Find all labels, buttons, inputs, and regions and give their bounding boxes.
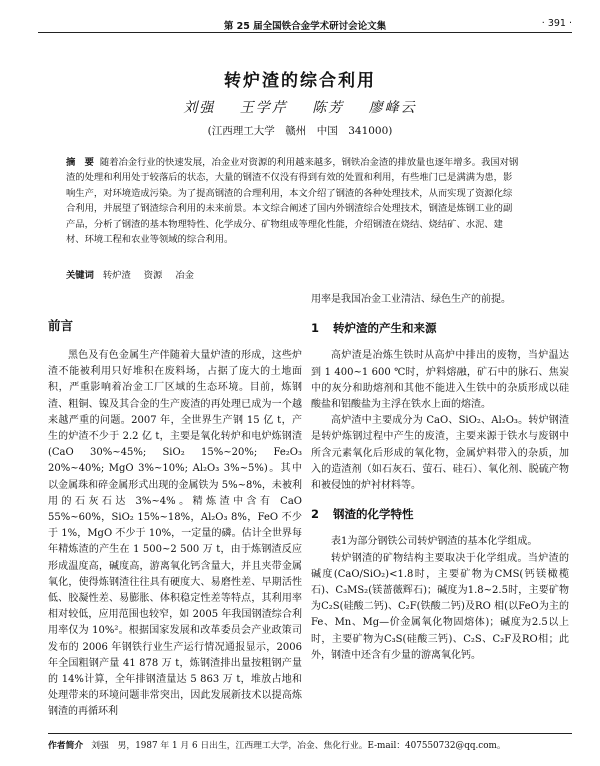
keywords xyxy=(66,267,520,281)
body-paragraph-continuation: 用率是我国冶金工业清洁、绿色生产的前提。 xyxy=(311,294,511,305)
running-header-title: 第 25 届全国铁合金学术研讨会论文集 xyxy=(223,21,387,32)
section-number: 2 xyxy=(311,507,320,522)
body-paragraph: 表1为部分钢铁公司转炉钢渣的基本化学组成。 xyxy=(331,536,538,548)
abstract-label: 摘 要 xyxy=(66,157,94,168)
section-title: 钢渣的化学特性 xyxy=(333,507,414,522)
section-number: 1 xyxy=(311,321,320,336)
body-paragraph: 黑色及有色金属生产伴随着大量炉渣的形成，这些炉渣不能被利用只好堆积在废料场，占据了庞大的土地面积，严重影响着冶金工厂区域的生态环境。目前，炼钢渣、粗铜、镍及其合金的生产废渣的再处理已成为一个越来越严重的问题。2007 年，全世界生产钢 15 亿 t，产生的炉渣不少于 2.2 亿 t，主要是氧化转炉和电炉炼钢渣(CaO 30%~45%; SiO₂ 15%~20%; Fe₂O₃ 20%~40%; MgO 3%~10%; Al₂O₃ 3%~5%)。其中以金属珠和碎金属形式出现的金属铁为 5%~8%，未被利用的石灰石达 3%~4%。精炼渣中含有 CaO 55%~60%，SiO₂ 15%~18%，Al₂O₃ 8%，FeO 不少于 1%，MgO 不少于 10%，一定量的磷。估计全世界每年精炼渣的产生在 1 500~2 500 万 t，由于炼钢渣反应形成温度高，碱度高，游离氧化钙含量大，并且夹带金属氧化，使得炼钢渣往往具有硬度大、易磨性差、早期活性低、胶凝性差、易膨胀、体积稳定性差等特点，其利用率相对较低，应用范围也较窄，如 2005 年我国钢渣综合利用率仅为 10%²。根据国家发展和改革委员会产业政策司发布的 2006 年钢铁行业生产运行情况通报显示，2006 年全国粗钢产量 41 878 万 t，炼钢渣排出量按粗钢产量的 14%计算，全年排钢渣量达 5 863 万 t，堆放占地和处理带来的环境问题非常突出，因此发展新技术以提高炼钢渣的再循环利 xyxy=(48,350,302,718)
affiliation: (江西理工大学 赣州 中国 341000) xyxy=(207,125,393,137)
keyword: 资源 xyxy=(143,270,163,281)
author-name: 刘强 xyxy=(183,100,216,116)
section-title: 转炉渣的产生和来源 xyxy=(333,321,437,336)
footer-text: 刘强 男，1987 年 1 月 6 日出生，江西理工大学，冶金、焦化行业。E-mail：407550732@qq.com。 xyxy=(91,741,506,751)
body-paragraph: 高炉渣中主要成分为 CaO、SiO₂、Al₂O₃。转炉钢渣是转炉炼钢过程中产生的废渣，主要来源于铁水与废钢中所含元素氧化后形成的氧化物，金属炉料带入的杂质，加入的造渣剂（如石灰石、萤石、硅石）、氧化剂、脱硫产物和被侵蚀的炉衬材料等。 xyxy=(311,415,569,492)
author-name: 王学芹 xyxy=(239,100,288,116)
keyword: 冶金 xyxy=(175,270,194,281)
author-name: 廖峰云 xyxy=(368,100,417,116)
footer-label: 作者简介 xyxy=(48,741,84,751)
body-paragraph: 高炉渣是冶炼生铁时从高炉中排出的废物，当炉温达到 1 400~1 600 ℃时，炉料熔融，矿石中的脉石、焦炭中的灰分和助熔剂和其他不能进入生铁中的杂质形成以硅酸盐和铝酸盐为主浮在铁水上面的熔渣。 xyxy=(311,350,569,411)
section-heading-1 xyxy=(311,320,569,336)
author-name: 陈芳 xyxy=(312,100,345,116)
body-paragraph: 转炉钢渣的矿物结构主要取决于化学组成。当炉渣的碱度(CaO/SiO₂)<1.8时，主要矿物为CMS(钙镁橄榄石)、C₃MS₂(镁蔷薇辉石)；碱度为1.8~2.5时，主要矿物为C₂S(硅酸二钙)、C₂F(铁酸二钙)及RO 相(以FeO为主的Fe、Mn、Mg—价金属氧化物固熔体)；碱度为2.5以上时，主要矿物为C₃S(硅酸三钙)、C₂S、C₂F及RO相；此外，钢渣中还含有少量的游离氧化钙。 xyxy=(311,552,569,661)
author-note-footer xyxy=(48,733,572,751)
keyword: 转炉渣 xyxy=(102,270,131,281)
keywords-label: 关键词 xyxy=(66,270,94,281)
author-list xyxy=(0,97,600,117)
right-column xyxy=(311,292,569,664)
section-heading-preface: 前言 xyxy=(48,318,74,333)
paper-title: 转炉渣的综合利用 xyxy=(224,71,376,91)
page-number: · 391 · xyxy=(541,18,572,29)
abstract-text: 随着冶金行业的快速发展，冶金业对资源的利用越来越多，钢铁冶金渣的排放量也逐年增多。我国对钢渣的处理和利用处于较落后的状态，大量的钢渣不仅没有得到有效的处置和利用，有些堆门已是满满为患，影响生产，对环境造成污染。为了提高钢渣的合理利用，本文介绍了钢渣的各种处理技术，从而实现了资源化综合利用，并展望了钢渣综合利用的未来前景。本文综合阐述了国内外钢渣综合处理技术，钢渣是炼钢工业的副产品，分析了钢渣的基本物理特性、化学成分、矿物组成等理化性能，介绍钢渣在烧结、烧结矿、水泥、建材、环境工程和农业等领域的综合利用。 xyxy=(66,157,519,246)
abstract xyxy=(66,155,520,247)
running-header xyxy=(38,16,572,33)
section-heading-2 xyxy=(311,506,569,522)
left-column xyxy=(48,348,302,721)
